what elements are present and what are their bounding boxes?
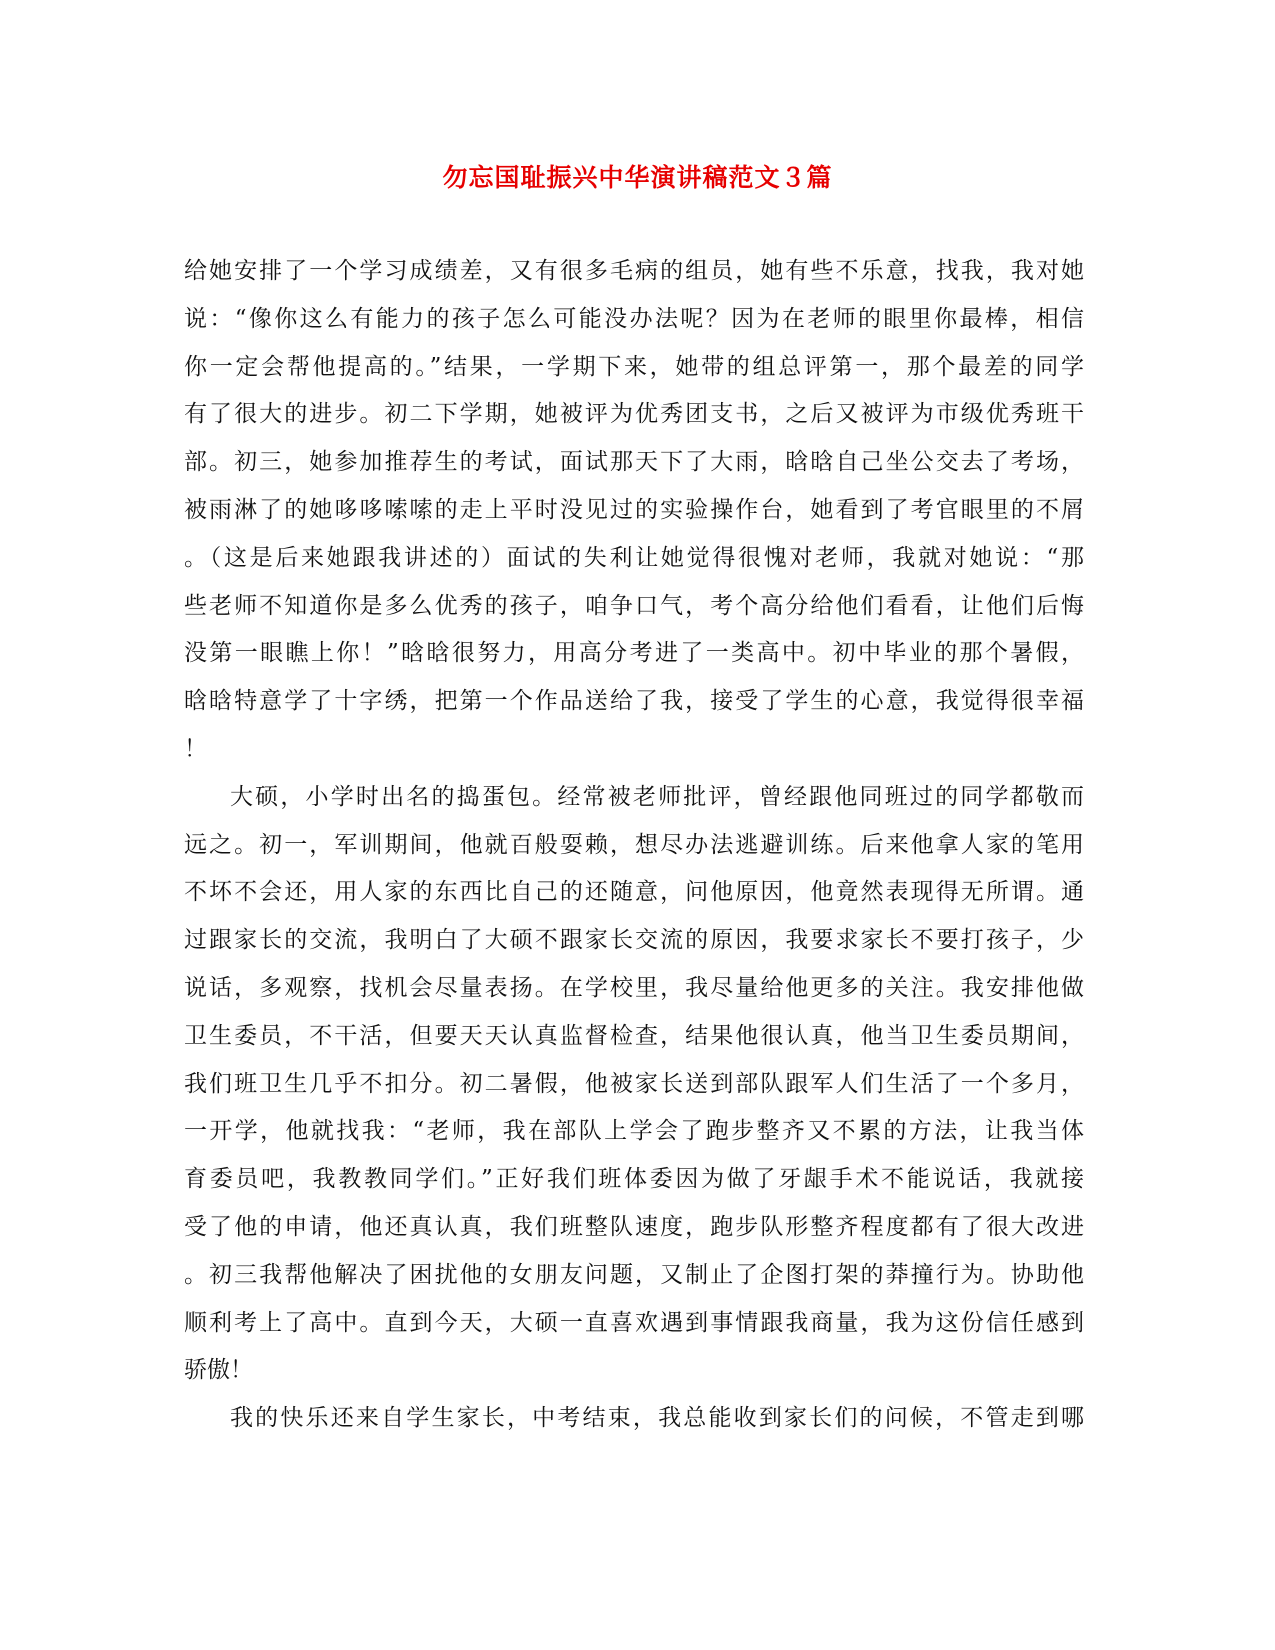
text-line: 骄傲！	[184, 1357, 253, 1384]
text-line: 被雨淋了的她哆哆嗦嗦的走上平时没见过的实验操作台，她看到了考官眼里的不屑	[184, 496, 1084, 523]
text-line: ！	[184, 735, 207, 762]
text-line: 卫生委员，不干活，但要天天认真监督检查，结果他很认真，他当卫生委员期间，	[184, 1022, 1084, 1049]
text-line: 我的快乐还来自学生家长，中考结束，我总能收到家长们的问候，不管走到哪	[230, 1405, 1084, 1432]
text-line: 远之。初一，军训期间，他就百般耍赖，想尽办法逃避训练。后来他拿人家的笔用	[184, 831, 1084, 858]
document-body	[184, 248, 1084, 1443]
text-line: 受了他的申请，他还真认真，我们班整队速度，跑步队形整齐程度都有了很大改进	[184, 1213, 1084, 1240]
text-line: 不坏不会还，用人家的东西比自己的还随意，问他原因，他竟然表现得无所谓。通	[184, 879, 1084, 906]
text-line: 顺利考上了高中。直到今天，大硕一直喜欢遇到事情跟我商量，我为这份信任感到	[184, 1309, 1084, 1336]
text-line: 晗晗特意学了十字绣，把第一个作品送给了我，接受了学生的心意，我觉得很幸福	[184, 688, 1084, 715]
text-line: 说：“像你这么有能力的孩子怎么可能没办法呢？因为在老师的眼里你最棒，相信	[184, 305, 1084, 332]
text-line: 你一定会帮他提高的。”结果，一学期下来，她带的组总评第一，那个最差的同学	[184, 353, 1084, 380]
text-line: 给她安排了一个学习成绩差，又有很多毛病的组员，她有些不乐意，找我，我对她	[184, 258, 1084, 284]
text-line: 一开学，他就找我：“老师，我在部队上学会了跑步整齐又不累的方法，让我当体	[184, 1118, 1084, 1145]
text-line: 大硕，小学时出名的捣蛋包。经常被老师批评，曾经跟他同班过的同学都敬而	[230, 783, 1084, 810]
text-line: 有了很大的进步。初二下学期，她被评为优秀团支书，之后又被评为市级优秀班干	[184, 401, 1084, 428]
text-line: 过跟家长的交流，我明白了大硕不跟家长交流的原因，我要求家长不要打孩子，少	[184, 927, 1084, 954]
text-line: 部。初三，她参加推荐生的考试，面试那天下了大雨，晗晗自己坐公交去了考场，	[184, 449, 1084, 476]
text-line: 。（这是后来她跟我讲述的）面试的失利让她觉得很愧对老师，我就对她说：“那	[184, 544, 1084, 571]
text-line: 说话，多观察，找机会尽量表扬。在学校里，我尽量给他更多的关注。我安排他做	[184, 974, 1084, 1001]
text-line: 我们班卫生几乎不扣分。初二暑假，他被家长送到部队跟军人们生活了一个多月，	[184, 1070, 1084, 1097]
text-line: 没第一眼瞧上你！”晗晗很努力，用高分考进了一类高中。初中毕业的那个暑假，	[184, 640, 1084, 667]
document-title: 勿忘国耻振兴中华演讲稿范文３篇	[442, 163, 833, 192]
text-line: 。初三我帮他解决了困扰他的女朋友问题，又制止了企图打架的莽撞行为。协助他	[184, 1261, 1084, 1288]
text-line: 些老师不知道你是多么优秀的孩子，咱争口气，考个高分给他们看看，让他们后悔	[184, 592, 1084, 619]
text-line: 育委员吧，我教教同学们。”正好我们班体委因为做了牙龈手术不能说话，我就接	[184, 1166, 1084, 1193]
